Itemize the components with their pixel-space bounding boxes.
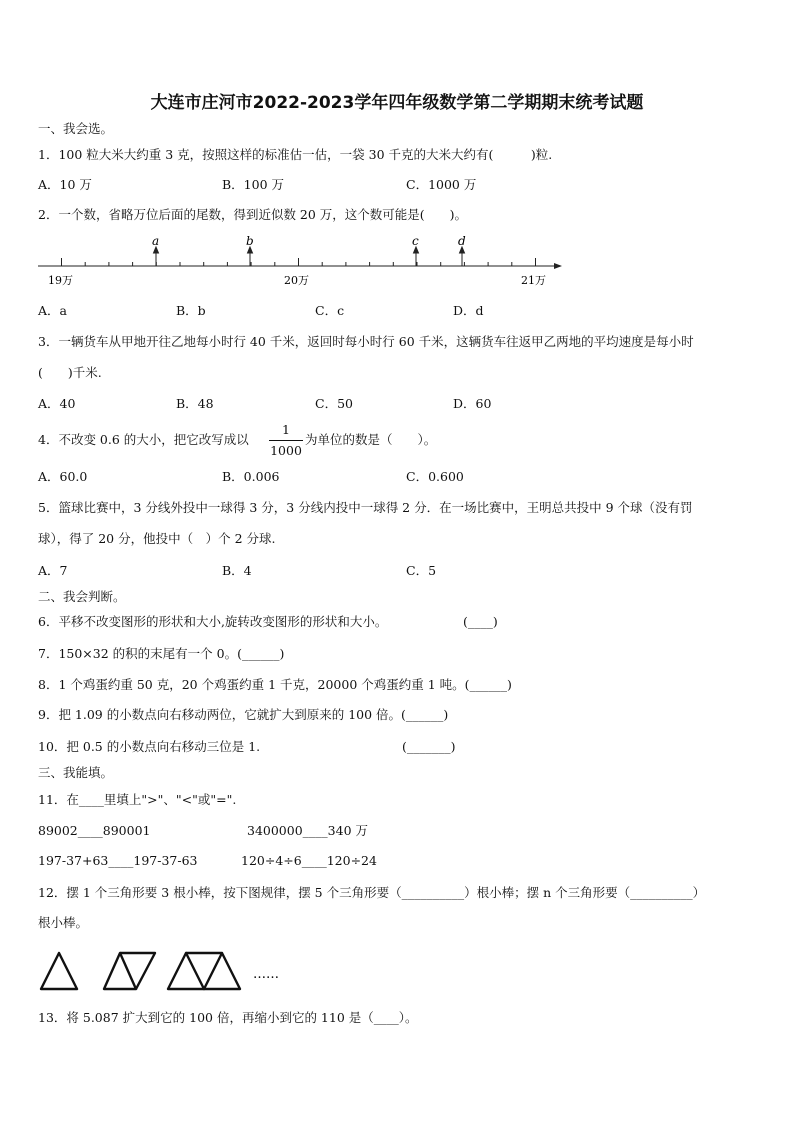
question-5-line-2: 球），得了 20 分，他投中（ ）个 2 分球.	[38, 531, 276, 546]
fraction-bar	[269, 440, 303, 441]
question-3-line-2: ( )千米.	[38, 365, 102, 380]
point-label-d: d	[458, 234, 466, 248]
question-12-line-1: 12．摆 1 个三角形要 3 根小棒，按下图规律，摆 5 个三角形要（__________）根小棒；摆 n 个三角形要（__________）	[38, 885, 706, 900]
q5-option-c: C．5	[406, 563, 437, 578]
pattern-ellipsis: ……	[253, 967, 279, 982]
question-2-text: 2．一个数，省略万位后面的尾数，得到近似数 20 万，这个数可能是( )。	[38, 207, 468, 222]
question-10-text: 10．把 0.5 的小数点向右移动三位是 1.	[38, 739, 261, 754]
number-line-figure	[30, 230, 570, 292]
q1-option-a: A．10 万	[38, 177, 92, 192]
q2-option-d: D．d	[453, 303, 484, 318]
question-9-text: 9．把 1.09 的小数点向右移动两位，它就扩大到原来的 100 倍。(______)	[38, 707, 449, 722]
question-6-answer-blank[interactable]: (____)	[463, 614, 498, 629]
section-heading-1: 一、我会选。	[38, 121, 114, 136]
question-6-text: 6．平移不改变图形的形状和大小,旋转改变图形的形状和大小。	[38, 614, 388, 629]
question-5-line-1: 5．篮球比赛中，3 分线外投中一球得 3 分，3 分线内投中一球得 2 分．在一场比赛中，王明总共投中 9 个球（没有罚	[38, 500, 693, 515]
q4-option-a: A．60.0	[38, 469, 88, 484]
question-7-text: 7．150×32 的积的末尾有一个 0。(______)	[38, 646, 285, 661]
fraction-denominator: 1000	[270, 443, 302, 458]
q3-option-a: A．40	[38, 396, 76, 411]
question-1-text: 1．100 粒大米大约重 3 克，按照这样的标准估一估，一袋 30 千克的大米大约有( )粒.	[38, 147, 553, 162]
page-title: 大连市庄河市2022-2023学年四年级数学第二学期期末统考试题	[150, 93, 644, 113]
q1-option-c: C．1000 万	[406, 177, 477, 192]
q11-item-3: 197-37+63____197-37-63	[38, 853, 198, 868]
question-11-text: 11．在____里填上">"、"<"或"=".	[38, 792, 237, 807]
question-4-suffix: 为单位的数是（ ）。	[305, 432, 437, 447]
question-13-text: 13．将 5.087 扩大到它的 100 倍，再缩小到它的 110 是（____）。	[38, 1010, 418, 1025]
q1-option-b: B．100 万	[222, 177, 285, 192]
q3-option-c: C．50	[315, 396, 353, 411]
fraction-one-thousandth	[266, 422, 306, 459]
tick-label-21wan: 21万	[521, 274, 546, 287]
tick-label-20wan: 20万	[284, 274, 309, 287]
question-10-answer-blank[interactable]: (_______)	[402, 739, 456, 754]
point-label-a: a	[152, 234, 160, 248]
tick-label-19wan: 19万	[48, 274, 73, 287]
q11-item-4: 120÷4÷6____120÷24	[241, 853, 377, 868]
q2-option-c: C．c	[315, 303, 345, 318]
q3-option-d: D．60	[453, 396, 492, 411]
question-8-text: 8．1 个鸡蛋约重 50 克，20 个鸡蛋约重 1 千克，20000 个鸡蛋约重 1 吨。(______)	[38, 677, 512, 692]
point-label-b: b	[246, 234, 254, 248]
section-heading-2: 二、我会判断。	[38, 589, 126, 604]
q11-item-2: 3400000____340 万	[247, 823, 369, 838]
question-3-line-1: 3．一辆货车从甲地开往乙地每小时行 40 千米，返回时每小时行 60 千米，这辆货车往返甲乙两地的平均速度是每小时	[38, 334, 694, 349]
question-4-prefix: 4．不改变 0.6 的大小，把它改写成以	[38, 432, 249, 447]
point-label-c: c	[412, 234, 419, 248]
q11-item-1: 89002____890001	[38, 823, 151, 838]
q4-option-c: C．0.600	[406, 469, 464, 484]
question-12-line-2: 根小棒。	[38, 915, 89, 930]
q4-option-b: B．0.006	[222, 469, 280, 484]
q2-option-a: A．a	[38, 303, 67, 318]
section-heading-3: 三、我能填。	[38, 765, 114, 780]
triangle-pattern-figure	[38, 948, 288, 994]
q3-option-b: B．48	[176, 396, 214, 411]
q2-option-b: B．b	[176, 303, 206, 318]
q5-option-b: B．4	[222, 563, 252, 578]
fraction-numerator: 1	[282, 422, 290, 437]
q5-option-a: A．7	[38, 563, 68, 578]
